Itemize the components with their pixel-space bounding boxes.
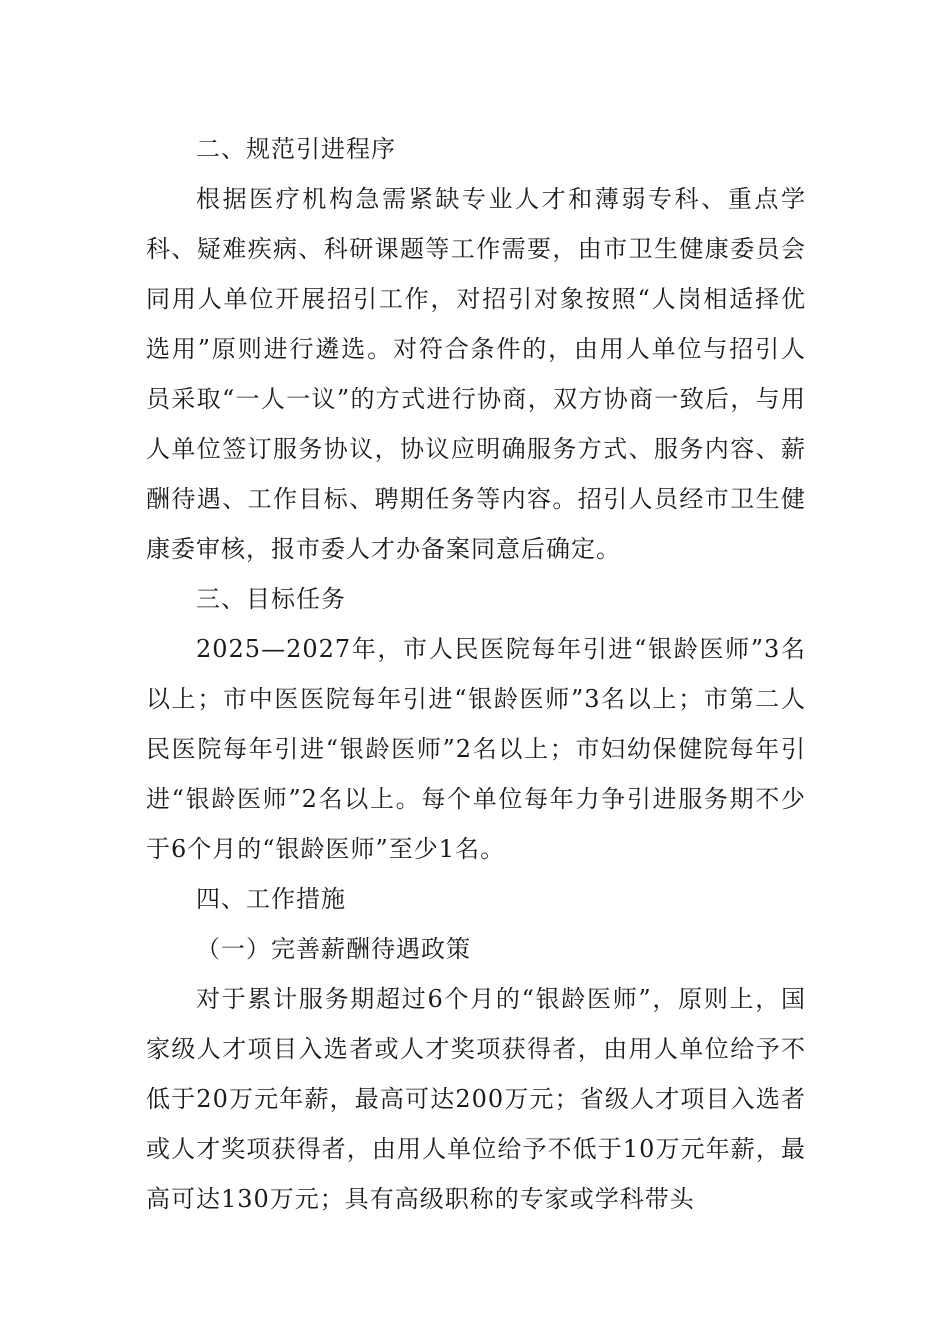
paragraph-procedure: 根据医疗机构急需紧缺专业人才和薄弱专科、重点学科、疑难疾病、科研课题等工作需要，由市卫生健康委员会同用人单位开展招引工作，对招引对象按照“人岗相适择优选用”原则进行遴选。对符合条件的，由用人单位与招引人员采取“一人一议”的方式进行协商，双方协商一致后，与用人单位签订服务协议，协议应明确服务方式、服务内容、薪酬待遇、工作目标、聘期任务等内容。招引人员经市卫生健康委审核，报市委人才办备案同意后确定。 [146,185,806,563]
section-heading-2: 二、规范引进程序 [196,135,396,163]
document-body [146,124,806,1224]
section-heading-4: 四、工作措施 [196,885,346,913]
subsection-heading-1: （一）完善薪酬待遇政策 [196,935,471,963]
paragraph-targets: 2025—2027年，市人民医院每年引进“银龄医师”3名以上；市中医医院每年引进“银龄医师”3名以上；市第二人民医院每年引进“银龄医师”2名以上；市妇幼保健院每年引进“银龄医师”2名以上。每个单位每年力争引进服务期不少于6个月的“银龄医师”至少1名。 [146,635,806,863]
paragraph-salary: 对于累计服务期超过6个月的“银龄医师”，原则上，国家级人才项目入选者或人才奖项获得者，由用人单位给予不低于20万元年薪，最高可达200万元；省级人才项目入选者或人才奖项获得者，由用人单位给予不低于10万元年薪，最高可达130万元；具有高级职称的专家或学科带头 [146,985,806,1213]
section-heading-3: 三、目标任务 [196,585,346,613]
